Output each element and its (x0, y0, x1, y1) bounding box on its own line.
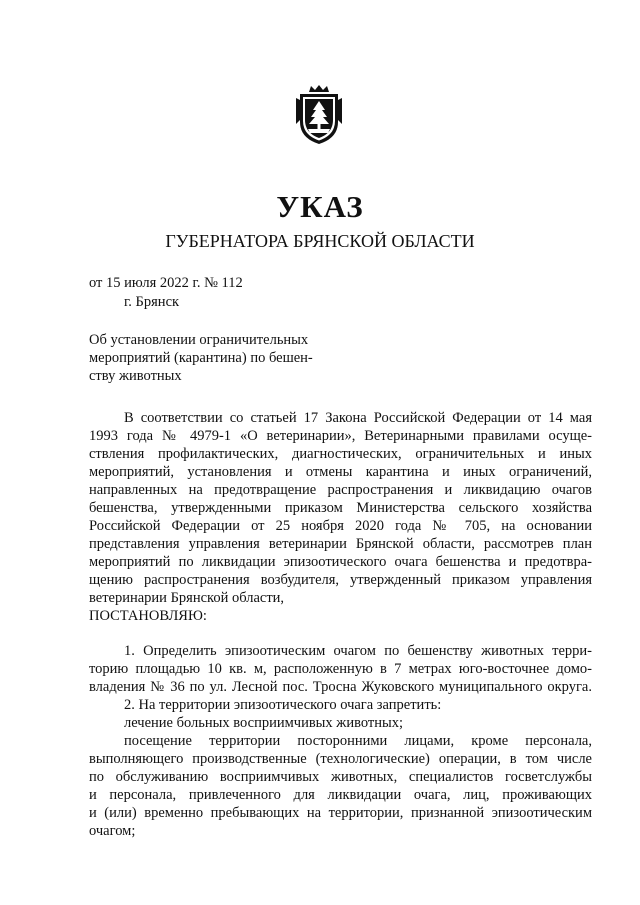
decree-subject (89, 331, 339, 385)
subject-line: ству животных (89, 368, 182, 384)
preamble-line: мероприятий по ликвидации эпизоотического очага бешенства и предотвра- (89, 554, 592, 570)
preamble-line: В соответствии со статьей 17 Закона Российской Федерации от 14 мая (124, 410, 592, 426)
preamble-line: 1993 года № 4979-1 «О ветеринарии», Ветеринарными правилами осуще- (89, 428, 592, 444)
decree-date-number: от 15 июля 2022 г. № 112 (89, 275, 243, 291)
item-2-title: 2. На территории эпизоотического очага запретить: (124, 697, 442, 713)
preamble-line: щению распространения возбудителя, утвержденный приказом управления (89, 572, 592, 588)
item-2-sub-2-line: и (или) временно пребывающих на территории, признанной эпизоотическим (89, 805, 592, 821)
decree-keyword: ПОСТАНОВЛЯЮ: (89, 608, 207, 624)
decree-body (89, 409, 592, 840)
item-1-line: 1. Определить эпизоотическим очагом по бешенству животных терри- (124, 643, 592, 659)
preamble-line: направленных на предотвращение распространения и ликвидацию очагов (89, 482, 592, 498)
subject-line: мероприятий (карантина) по бешен- (89, 350, 313, 366)
preamble-line: ветеринарии Брянской области, (89, 590, 285, 606)
item-1-line: владения № 36 по ул. Лесной пос. Тросна Жуковского муниципального округа. (89, 679, 592, 695)
item-2-sub-2-line: посещение территории посторонними лицами, кроме персонала, (124, 733, 592, 749)
decree-city: г. Брянск (124, 294, 180, 310)
item-2-sub-2-line: выполняющего производственные (технологические) операции, в том числе (89, 751, 592, 767)
preamble-line: бешенства, утвержденными приказом Министерства сельского хозяйства (89, 500, 592, 516)
item-2-sub-1: лечение больных восприимчивых животных; (124, 715, 403, 731)
document-subtitle: ГУБЕРНАТОРА БРЯНСКОЙ ОБЛАСТИ (165, 231, 475, 251)
item-1-line: торию площадью 10 кв. м, расположенную в 7 метрах юго-восточнее домо- (89, 661, 592, 677)
item-2-sub-2-line: и персонала, привлеченного для ликвидации очага, лиц, проживающих (89, 787, 592, 803)
preamble-line: ствления профилактических, диагностических, ограничительных и иных (89, 446, 592, 462)
item-2-sub-2-line: очагом; (89, 823, 136, 839)
preamble-line: представления управления ветеринарии Брянской области, рассмотрев план (89, 536, 592, 552)
item-2-sub-2-line: по обслуживанию восприимчивых животных, специалистов госветслужбы (89, 769, 592, 785)
coat-of-arms-icon (288, 84, 350, 146)
document-title: УКАЗ (276, 189, 364, 224)
subject-line: Об установлении ограничительных (89, 332, 309, 348)
preamble-line: Российской Федерации от 25 ноября 2020 года № 705, на основании (89, 518, 592, 534)
preamble-line: мероприятий, установления и отмены карантина и иных ограничений, (89, 464, 592, 480)
